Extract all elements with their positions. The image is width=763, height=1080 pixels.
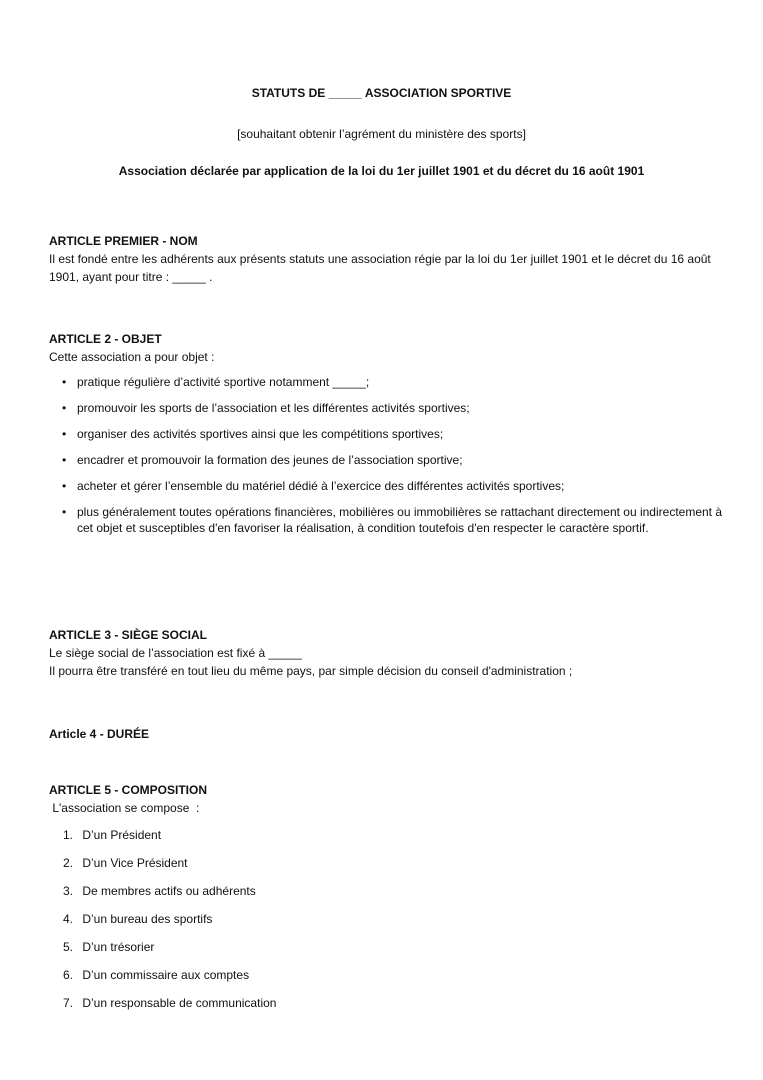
article-3 (49, 627, 729, 680)
article-1-heading: ARTICLE PREMIER - NOM (49, 234, 198, 248)
article-2-list (49, 374, 729, 536)
list-item: 3. De membres actifs ou adhérents (63, 884, 256, 898)
list-item: 2. D’un Vice Président (63, 856, 188, 870)
list-item: 7. D’un responsable de communication (63, 996, 277, 1010)
article-3-heading: ARTICLE 3 - SIÈGE SOCIAL (49, 628, 208, 642)
list-item: 6. D’un commissaire aux comptes (63, 968, 250, 982)
list-item: • acheter et gérer l’ensemble du matériel dédié à l’exercice des différentes activités sportives; (77, 478, 729, 494)
article-4-heading: Article 4 - DURÉE (49, 727, 150, 741)
article-5-heading: ARTICLE 5 - COMPOSITION (49, 783, 208, 797)
law-reference: Association déclarée par application de la loi du 1er juillet 1901 et du décret du 16 août 1901 (118, 164, 645, 178)
article-3-line-1: Le siège social de l’association est fixé à _____ (49, 646, 302, 660)
article-2-intro: Cette association a pour objet : (49, 350, 215, 364)
article-5-intro: L'association se compose : (49, 801, 200, 815)
article-2 (49, 331, 729, 546)
list-item: • promouvoir les sports de l’association et les différentes activités sportives; (77, 400, 729, 416)
article-5 (49, 782, 729, 1023)
list-item: 5. D’un trésorier (63, 940, 155, 954)
document-subtitle: [souhaitant obtenir l’agrément du ministère des sports] (237, 127, 526, 141)
list-item: • organiser des activités sportives ainsi que les compétitions sportives; (77, 426, 729, 442)
list-item: 4. D’un bureau des sportifs (63, 912, 213, 926)
article-4 (49, 726, 729, 743)
article-5-list (49, 827, 729, 1011)
document-title: STATUTS DE _____ ASSOCIATION SPORTIVE (251, 86, 512, 100)
list-item: • plus généralement toutes opérations financières, mobilières ou immobilières se rattachant directement ou indirectement à cet objet et susceptibles d'en favoriser la réalisation, à condition toutefois d'en respecter le caractère sportif. (77, 504, 729, 536)
list-item: • pratique régulière d’activité sportive notamment _____; (77, 374, 729, 390)
article-1 (49, 233, 729, 286)
list-item: • encadrer et promouvoir la formation des jeunes de l’association sportive; (77, 452, 729, 468)
list-item: 1. D’un Président (63, 828, 162, 842)
article-3-line-2: Il pourra être transféré en tout lieu du même pays, par simple décision du conseil d'administration ; (49, 664, 573, 678)
article-1-text: Il est fondé entre les adhérents aux présents statuts une association régie par la loi du 1er juillet 1901 et le décret du 16 août 1901, ayant pour titre : _____ . (49, 252, 711, 284)
article-2-heading: ARTICLE 2 - OBJET (49, 332, 162, 346)
